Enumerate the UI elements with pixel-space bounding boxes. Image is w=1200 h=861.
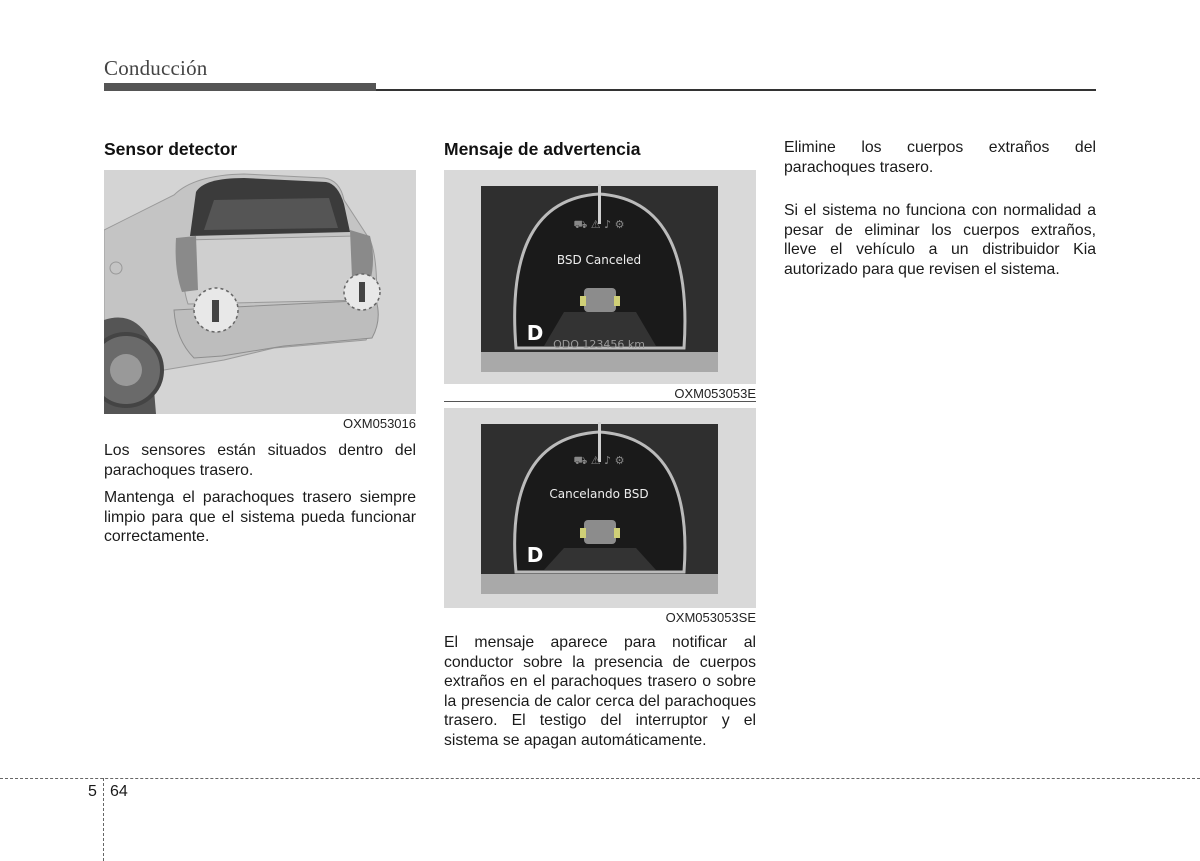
footer-vertical-rule bbox=[103, 778, 104, 861]
gear-indicator: D bbox=[526, 321, 544, 345]
column-sensor bbox=[104, 138, 416, 555]
section-number: 5 bbox=[88, 783, 97, 800]
paragraph: Los sensores están situados dentro del parachoques trasero. bbox=[104, 442, 416, 479]
cluster-display-bsd-canceled bbox=[444, 170, 756, 384]
section-heading: Sensor detector bbox=[104, 139, 238, 159]
figure-caption: OXM053016 bbox=[343, 416, 416, 431]
warning-message: BSD Canceled bbox=[556, 253, 642, 267]
figure-caption: OXM053053SE bbox=[665, 610, 756, 625]
column-instructions bbox=[784, 138, 1096, 287]
column-warning bbox=[444, 138, 756, 758]
rear-bumper-illustration bbox=[104, 170, 416, 414]
page-header-title: Conducción bbox=[104, 56, 208, 80]
footer-rule bbox=[0, 778, 1200, 779]
page-number: 64 bbox=[110, 783, 128, 800]
figure-caption: OXM053053E bbox=[674, 386, 756, 401]
odometer: ODO 123456 km bbox=[553, 338, 645, 351]
svg-text:⛟ ⚠ ♪ ⚙: ⛟ ⚠ ♪ ⚙ bbox=[573, 218, 625, 231]
section-heading: Mensaje de advertencia bbox=[444, 139, 641, 159]
warning-message: Cancelando BSD bbox=[549, 487, 649, 501]
header-rule-accent bbox=[104, 83, 376, 91]
paragraph: Si el sistema no funciona con normalidad a pesar de eliminar los cuerpos extraños, lleve el vehículo a un distribuidor Kia autorizado para que revisen el sistema. bbox=[784, 202, 1096, 278]
svg-text:⛟ ⚠ ♪ ⚙: ⛟ ⚠ ♪ ⚙ bbox=[573, 454, 625, 467]
paragraph: Mantenga el parachoques trasero siempre limpio para que el sistema pueda funcionar correctamente. bbox=[104, 489, 416, 545]
paragraph: El mensaje aparece para notificar al conductor sobre la presencia de cuerpos extraños en el parachoques trasero o sobre la presencia de calor cerca del parachoques trasero. El testigo del interruptor y el sistema se apagan automáticamente. bbox=[444, 634, 756, 749]
cluster-display-cancelando-bsd bbox=[444, 408, 756, 608]
cluster-screen-image bbox=[444, 170, 756, 384]
figure-divider bbox=[444, 401, 756, 406]
paragraph: Elimine los cuerpos extraños del parachoques trasero. bbox=[784, 139, 1096, 176]
cluster-screen-image bbox=[444, 408, 756, 608]
gear-indicator: D bbox=[526, 543, 544, 567]
car-rear-image bbox=[104, 170, 416, 414]
